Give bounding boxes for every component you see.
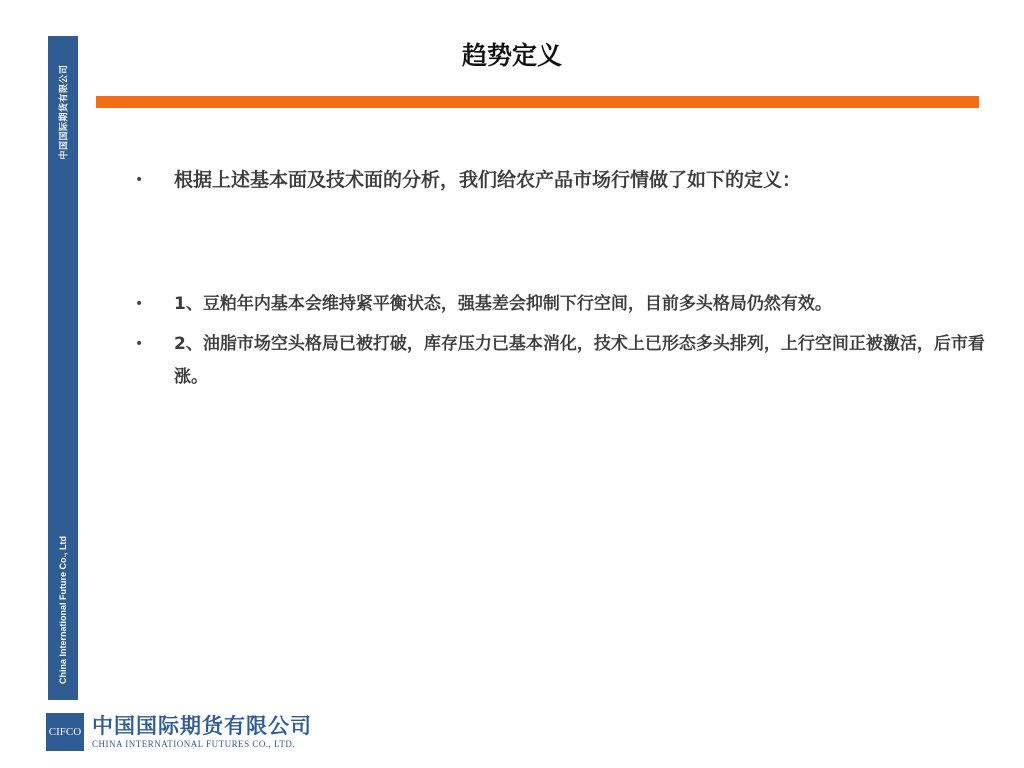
company-name-cn: 中国国际期货有限公司: [92, 714, 312, 738]
bullet-marker: •: [135, 336, 144, 352]
cifco-logo-icon: CIFCO: [46, 713, 84, 751]
slide-title: 趋势定义: [461, 41, 562, 70]
bullet-text: 1、豆粕年内基本会维持紧平衡状态，强基差会抑制下行空间，目前多头格局仍然有效。: [174, 294, 832, 314]
footer-logo: [46, 712, 312, 752]
bullet-item: [128, 162, 988, 198]
sidebar-company-cn: 中国国际期货有限公司: [59, 64, 70, 160]
bullet-item: [128, 328, 988, 394]
title-divider: [96, 96, 979, 108]
bullet-text: 根据上述基本面及技术面的分析，我们给农产品市场行情做了如下的定义：: [174, 169, 802, 191]
bullet-marker: •: [135, 296, 144, 312]
bullet-item: [128, 288, 988, 321]
bullet-text: 2、油脂市场空头格局已被打破，库存压力已基本消化，技术上已形态多头排列，上行空间正被激活，后市看涨。: [174, 334, 985, 387]
sidebar-company-en: China International Future Co., Ltd: [58, 536, 68, 684]
bullet-marker: •: [135, 172, 144, 188]
company-name-en: CHINA INTERNATIONAL FUTURES CO., LTD.: [92, 739, 296, 749]
